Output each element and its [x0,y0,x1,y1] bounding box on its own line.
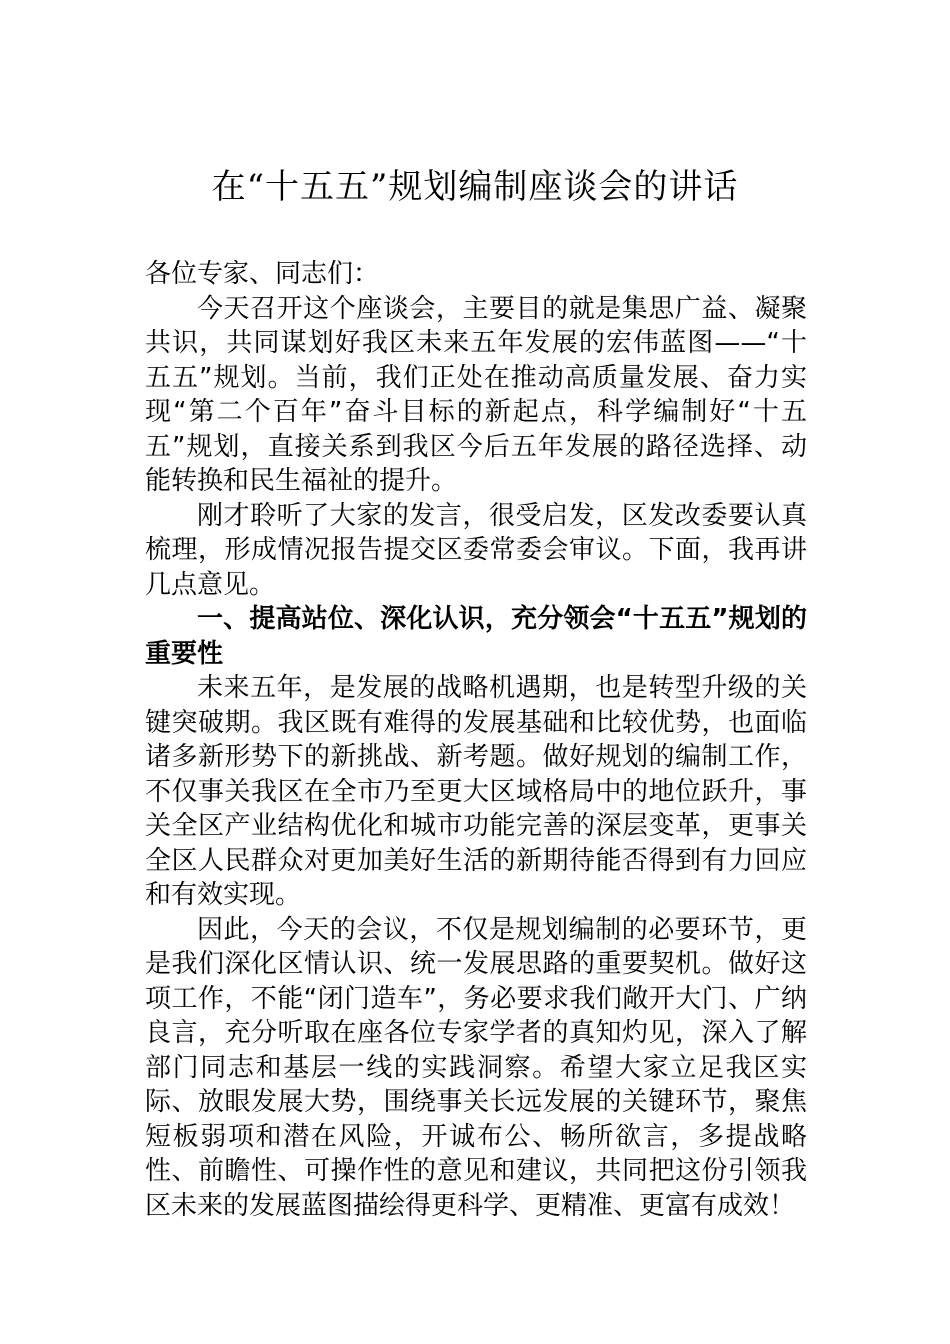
paragraph-feedback: 刚才聆听了大家的发言，很受启发，区发改委要认真梳理，形成情况报告提交区委常委会审议。下面，我再讲几点意见。 [145,500,807,600]
paragraph-intro: 今天召开这个座谈会，主要目的就是集思广益、凝聚共识，共同谋划好我区未来五年发展的宏伟蓝图——“十五五”规划。当前，我们正处在推动高质量发展、奋力实现“第二个百年”奋斗目标的新起点，科学编制好“十五五”规划，直接关系到我区今后五年发展的路径选择、动能转换和民生福祉的提升。 [145,293,807,496]
document-title: 在“十五五”规划编制座谈会的讲话 [211,167,739,207]
document-body [145,257,807,1223]
salutation: 各位专家、同志们： [145,259,380,289]
section-heading: 一、提高站位、深化认识，充分领会“十五五”规划的重要性 [145,604,807,669]
paragraph-section-2: 因此，今天的会议，不仅是规划编制的必要环节，更是我们深化区情认识、统一发展思路的重要契机。做好这项工作，不能“闭门造车”，务必要求我们敞开大门、广纳良言，充分听取在座各位专家学者的真知灼见，深入了解部门同志和基层一线的实践洞察。希望大家立足我区实际、放眼发展大势，围绕事关长远发展的关键环节，聚焦短板弱项和潜在风险，开诚布公、畅所欲言，多提战略性、前瞻性、可操作性的意见和建议，共同把这份引领我区未来的发展蓝图描绘得更科学、更精准、更富有成效！ [145,914,807,1221]
paragraph-section-1: 未来五年，是发展的战略机遇期，也是转型升级的关键突破期。我区既有难得的发展基础和比较优势，也面临诸多新形势下的新挑战、新考题。做好规划的编制工作，不仅事关我区在全市乃至更大区域格局中的地位跃升，事关全区产业结构优化和城市功能完善的深层变革，更事关全区人民群众对更加美好生活的新期待能否得到有力回应和有效实现。 [145,673,807,910]
